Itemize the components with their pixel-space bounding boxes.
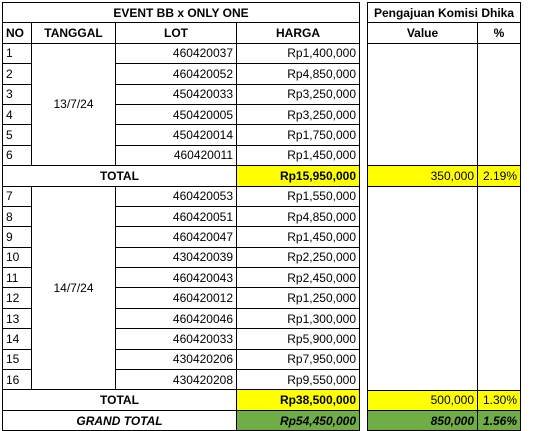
commission-title[interactable]: Pengajuan Komisi Dhika [368, 3, 521, 23]
row-lot[interactable]: 460420012 [116, 288, 237, 308]
row-harga[interactable]: Rp1,400,000 [237, 43, 360, 63]
row-harga[interactable]: Rp3,250,000 [237, 104, 360, 124]
row-date[interactable]: 13/7/24 [32, 43, 116, 165]
row-no[interactable]: 10 [3, 247, 32, 267]
row-no[interactable]: 13 [3, 308, 32, 328]
sales-table [2, 2, 360, 431]
row-lot[interactable]: 430420206 [116, 349, 237, 369]
row-no[interactable]: 2 [3, 64, 32, 84]
row-lot[interactable]: 460420053 [116, 186, 237, 206]
commission-blank-pct[interactable] [478, 186, 521, 390]
row-lot[interactable]: 460420033 [116, 329, 237, 349]
commission-blank-pct[interactable] [478, 43, 521, 165]
row-no[interactable]: 5 [3, 125, 32, 145]
commission-blank-row [368, 43, 521, 165]
row-harga[interactable]: Rp2,450,000 [237, 268, 360, 288]
row-no[interactable]: 12 [3, 288, 32, 308]
row-harga[interactable]: Rp4,850,000 [237, 64, 360, 84]
row-lot[interactable]: 430420039 [116, 247, 237, 267]
row-no[interactable]: 6 [3, 145, 32, 165]
row-lot[interactable]: 450420014 [116, 125, 237, 145]
row-harga[interactable]: Rp9,550,000 [237, 370, 360, 390]
commission-total-row [368, 166, 521, 186]
row-lot[interactable]: 460420051 [116, 206, 237, 226]
row-lot[interactable]: 450420033 [116, 84, 237, 104]
row-harga[interactable]: Rp1,750,000 [237, 125, 360, 145]
grand-total-value[interactable]: Rp54,450,000 [237, 410, 360, 430]
row-harga[interactable]: Rp1,450,000 [237, 145, 360, 165]
row-no[interactable]: 8 [3, 206, 32, 226]
row-harga[interactable]: Rp1,550,000 [237, 186, 360, 206]
grand-total-label[interactable]: GRAND TOTAL [3, 410, 237, 430]
total-value[interactable]: Rp15,950,000 [237, 166, 360, 186]
row-no[interactable]: 9 [3, 227, 32, 247]
total-label[interactable]: TOTAL [3, 166, 237, 186]
commission-grand-pct[interactable]: 1.56% [478, 410, 521, 430]
row-lot[interactable]: 450420005 [116, 104, 237, 124]
commission-pct[interactable]: 2.19% [478, 166, 521, 186]
row-harga[interactable]: Rp7,950,000 [237, 349, 360, 369]
row-date[interactable]: 14/7/24 [32, 186, 116, 390]
total-row [3, 166, 360, 186]
header-lot[interactable]: LOT [116, 23, 237, 43]
commission-pct[interactable]: 1.30% [478, 390, 521, 410]
row-harga[interactable]: Rp1,250,000 [237, 288, 360, 308]
row-no[interactable]: 7 [3, 186, 32, 206]
header-harga[interactable]: HARGA [237, 23, 360, 43]
row-lot[interactable]: 460420037 [116, 43, 237, 63]
row-no[interactable]: 16 [3, 370, 32, 390]
commission-blank-value[interactable] [368, 43, 478, 165]
row-no[interactable]: 15 [3, 349, 32, 369]
row-lot[interactable]: 460420046 [116, 308, 237, 328]
row-harga[interactable]: Rp5,900,000 [237, 329, 360, 349]
header-no[interactable]: NO [3, 23, 32, 43]
row-lot[interactable]: 460420052 [116, 64, 237, 84]
commission-grand-value[interactable]: 850,000 [368, 410, 478, 430]
commission-value[interactable]: 500,000 [368, 390, 478, 410]
row-lot[interactable]: 460420011 [116, 145, 237, 165]
row-harga[interactable]: Rp1,300,000 [237, 308, 360, 328]
commission-blank-value[interactable] [368, 186, 478, 390]
row-harga[interactable]: Rp3,250,000 [237, 84, 360, 104]
row-no[interactable]: 4 [3, 104, 32, 124]
total-value[interactable]: Rp38,500,000 [237, 390, 360, 410]
table-row [3, 43, 360, 63]
header-tanggal[interactable]: TANGGAL [32, 23, 116, 43]
commission-total-row [368, 390, 521, 410]
row-harga[interactable]: Rp4,850,000 [237, 206, 360, 226]
row-lot[interactable]: 460420043 [116, 268, 237, 288]
row-harga[interactable]: Rp1,450,000 [237, 227, 360, 247]
header-pct[interactable]: % [478, 23, 521, 43]
row-lot[interactable]: 460420047 [116, 227, 237, 247]
row-no[interactable]: 3 [3, 84, 32, 104]
commission-value[interactable]: 350,000 [368, 166, 478, 186]
header-value[interactable]: Value [368, 23, 478, 43]
event-title[interactable]: EVENT BB x ONLY ONE [3, 3, 360, 23]
row-lot[interactable]: 430420208 [116, 370, 237, 390]
row-harga[interactable]: Rp2,250,000 [237, 247, 360, 267]
row-no[interactable]: 1 [3, 43, 32, 63]
commission-blank-row [368, 186, 521, 390]
total-label[interactable]: TOTAL [3, 390, 237, 410]
row-no[interactable]: 14 [3, 329, 32, 349]
table-row [3, 186, 360, 206]
total-row [3, 390, 360, 410]
row-no[interactable]: 11 [3, 268, 32, 288]
commission-table [367, 2, 521, 431]
